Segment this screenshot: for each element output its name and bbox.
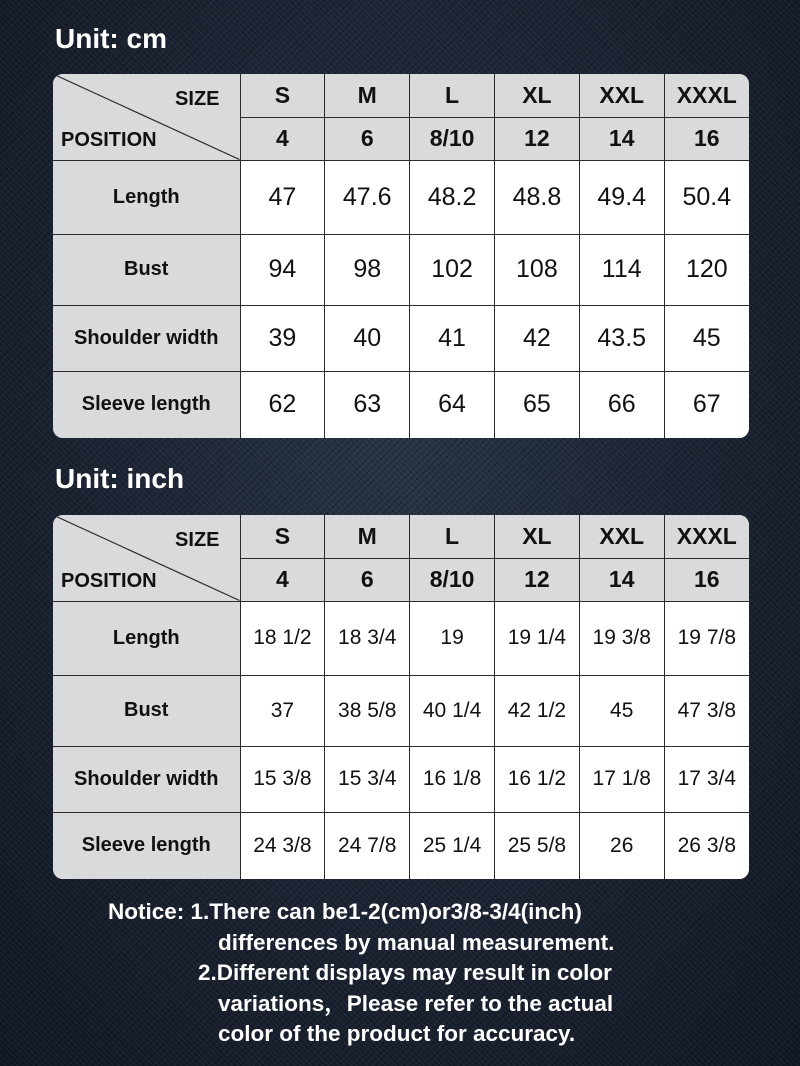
row-label-sleeve-length: Sleeve length xyxy=(53,812,240,879)
table-cell: 26 xyxy=(579,812,664,879)
table-cell: 41 xyxy=(410,305,495,371)
table-cell: 47.6 xyxy=(325,160,410,234)
position-corner-label: POSITION xyxy=(61,569,157,592)
table-cell: 47 3/8 xyxy=(664,675,749,746)
number-size-cell: 4 xyxy=(240,117,325,160)
notice-line: variations，Please refer to the actual xyxy=(218,990,614,1016)
cm-size-chart xyxy=(53,74,749,438)
size-header-cell: M xyxy=(325,74,410,117)
table-cell: 48.8 xyxy=(494,160,579,234)
table-row xyxy=(53,234,749,305)
table-cell: 19 7/8 xyxy=(664,601,749,675)
table-row xyxy=(53,812,749,879)
number-size-cell: 8/10 xyxy=(410,558,495,601)
table-row xyxy=(53,675,749,746)
table-cell: 17 3/4 xyxy=(664,746,749,812)
number-size-cell: 6 xyxy=(325,558,410,601)
table-cell: 114 xyxy=(579,234,664,305)
number-size-cell: 16 xyxy=(664,558,749,601)
table-cell: 16 1/8 xyxy=(410,746,495,812)
size-header-cell: M xyxy=(325,515,410,558)
cm-chart-title: Unit: cm xyxy=(55,23,167,54)
table-cell: 26 3/8 xyxy=(664,812,749,879)
size-header-cell: XL xyxy=(494,74,579,117)
table-cell: 42 1/2 xyxy=(494,675,579,746)
size-header-cell: S xyxy=(240,74,325,117)
table-row xyxy=(53,601,749,675)
table-cell: 120 xyxy=(664,234,749,305)
table-cell: 24 7/8 xyxy=(325,812,410,879)
size-header-cell: XXL xyxy=(579,515,664,558)
table-cell: 42 xyxy=(494,305,579,371)
row-label-shoulder-width: Shoulder width xyxy=(53,746,240,812)
table-cell: 19 xyxy=(410,601,495,675)
table-cell: 45 xyxy=(579,675,664,746)
size-header-cell: XL xyxy=(494,515,579,558)
size-header-row xyxy=(53,515,749,558)
table-cell: 102 xyxy=(410,234,495,305)
notice-line: 2.Different displays may result in color xyxy=(198,960,612,985)
notice-line: Notice: 1.There can be1-2(cm)or3/8-3/4(inch) xyxy=(108,899,582,924)
number-size-cell: 14 xyxy=(579,117,664,160)
size-header-cell: L xyxy=(410,74,495,117)
table-cell: 37 xyxy=(240,675,325,746)
row-label-length: Length xyxy=(53,160,240,234)
table-cell: 64 xyxy=(410,371,495,438)
table-cell: 25 5/8 xyxy=(494,812,579,879)
notice-text xyxy=(108,897,778,1050)
inch-chart-title: Unit: inch xyxy=(55,463,185,494)
row-label-bust: Bust xyxy=(53,675,240,746)
number-size-cell: 14 xyxy=(579,558,664,601)
table-cell: 50.4 xyxy=(664,160,749,234)
number-size-cell: 12 xyxy=(494,558,579,601)
table-cell: 39 xyxy=(240,305,325,371)
size-header-row xyxy=(53,74,749,117)
size-corner-label: SIZE xyxy=(175,88,220,110)
table-cell: 63 xyxy=(325,371,410,438)
table-cell: 40 xyxy=(325,305,410,371)
row-label-sleeve-length: Sleeve length xyxy=(53,371,240,438)
size-header-cell: XXXL xyxy=(664,515,749,558)
table-cell: 108 xyxy=(494,234,579,305)
table-cell: 43.5 xyxy=(579,305,664,371)
size-position-corner-cell xyxy=(53,74,240,160)
table-cell: 45 xyxy=(664,305,749,371)
table-cell: 47 xyxy=(240,160,325,234)
table-cell: 19 1/4 xyxy=(494,601,579,675)
cm-size-table xyxy=(53,74,749,438)
size-corner-label: SIZE xyxy=(175,529,220,551)
table-cell: 18 1/2 xyxy=(240,601,325,675)
size-header-cell: XXXL xyxy=(664,74,749,117)
notice-line: differences by manual measurement. xyxy=(218,929,615,955)
table-cell: 25 1/4 xyxy=(410,812,495,879)
inch-size-chart xyxy=(53,515,749,879)
table-cell: 16 1/2 xyxy=(494,746,579,812)
table-cell: 62 xyxy=(240,371,325,438)
table-row xyxy=(53,746,749,812)
table-cell: 24 3/8 xyxy=(240,812,325,879)
size-header-cell: L xyxy=(410,515,495,558)
table-cell: 40 1/4 xyxy=(410,675,495,746)
table-cell: 38 5/8 xyxy=(325,675,410,746)
table-cell: 67 xyxy=(664,371,749,438)
number-size-cell: 16 xyxy=(664,117,749,160)
size-header-cell: S xyxy=(240,515,325,558)
table-cell: 49.4 xyxy=(579,160,664,234)
table-cell: 18 3/4 xyxy=(325,601,410,675)
table-row xyxy=(53,371,749,438)
table-cell: 94 xyxy=(240,234,325,305)
position-corner-label: POSITION xyxy=(61,128,157,151)
size-position-corner-cell xyxy=(53,515,240,601)
table-cell: 65 xyxy=(494,371,579,438)
number-size-cell: 12 xyxy=(494,117,579,160)
table-cell: 98 xyxy=(325,234,410,305)
table-row xyxy=(53,160,749,234)
table-cell: 15 3/8 xyxy=(240,746,325,812)
row-label-length: Length xyxy=(53,601,240,675)
row-label-shoulder-width: Shoulder width xyxy=(53,305,240,371)
inch-size-table xyxy=(53,515,749,879)
row-label-bust: Bust xyxy=(53,234,240,305)
number-size-cell: 8/10 xyxy=(410,117,495,160)
table-cell: 15 3/4 xyxy=(325,746,410,812)
table-cell: 48.2 xyxy=(410,160,495,234)
number-size-cell: 4 xyxy=(240,558,325,601)
table-cell: 19 3/8 xyxy=(579,601,664,675)
table-row xyxy=(53,305,749,371)
table-cell: 66 xyxy=(579,371,664,438)
number-size-cell: 6 xyxy=(325,117,410,160)
notice-line: color of the product for accuracy. xyxy=(218,1021,576,1046)
size-header-cell: XXL xyxy=(579,74,664,117)
table-cell: 17 1/8 xyxy=(579,746,664,812)
